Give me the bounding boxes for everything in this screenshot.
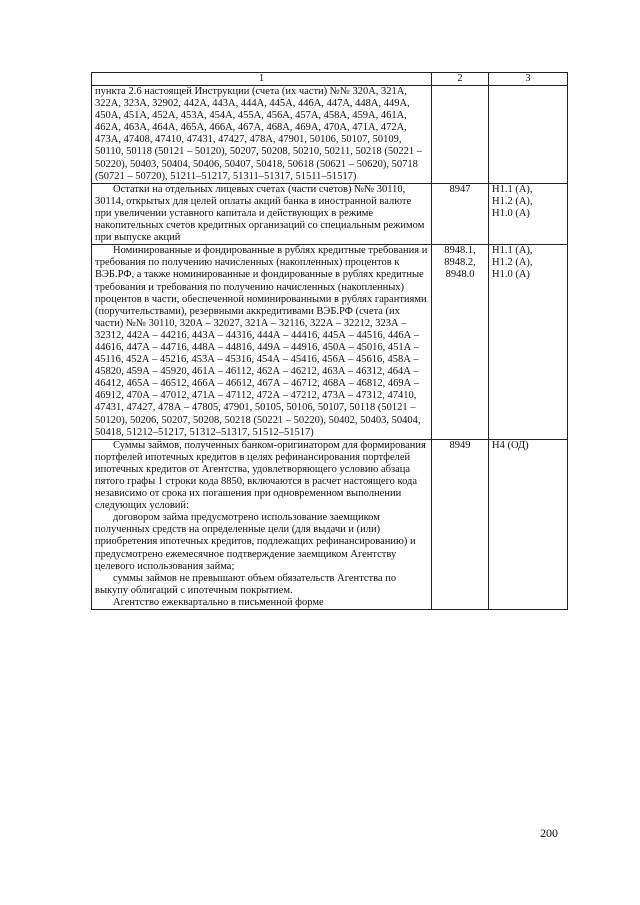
- row-indicator: Н1.0 (А): [492, 207, 530, 219]
- description-paragraph: суммы займов не превышают объем обязательств Агентства по выкупу облигаций с ипотечным покрытием.: [95, 572, 397, 596]
- row-code-cell: [432, 245, 489, 440]
- row-indicator: Н1.2 (А),: [492, 257, 533, 269]
- row-code: 8949: [449, 439, 471, 451]
- description-paragraph: Суммы займов, полученных банком-оригинатором для формирования портфелей ипотечных кредитов в целях рефинансирования портфелей ипотечных кредитов от Агентства, удовлетворяющего условию абзаца пятого графы 1 строки кода 8850, включаются в расчет настоящего кода независимо от срока их погашения при одновременном выполнении следующих условий:: [95, 439, 426, 512]
- row-code: 8947: [449, 183, 471, 195]
- row-indicator-cell: [489, 86, 568, 184]
- row-indicator: Н1.1 (А),: [492, 183, 533, 195]
- row-indicator-cell: [489, 245, 568, 440]
- description-text: Остатки на отдельных лицевых счетах (части счетов) №№ 30110, 30114, открытых для целей оплаты акций банка в иностранной валюте при увеличении уставного капитала и действующих в режиме накопительных счетов кредитных организаций со специальным режимом при выпуске акций: [95, 183, 425, 244]
- row-description: [92, 183, 432, 244]
- row-indicator: Н1.2 (А),: [492, 195, 533, 207]
- row-code-cell: [432, 86, 489, 184]
- description-paragraph: Агентство ежеквартально в письменной форме: [113, 596, 324, 608]
- header-col-1: 1: [92, 73, 432, 86]
- description-text: пункта 2.6 настоящей Инструкции (счета (их части) №№ 320А, 321А, 322А, 323А, 32902, 442А, 443А, 444А, 445А, 446А, 447А, 448А, 449А, 450А, 451А, 452А, 453А, 454А, 455А, 456А, 457А, 458А, 459А, 461А, 462А, 463А, 464А, 465А, 466А, 467А, 468А, 469А, 470А, 471А, 472А, 473А, 47408, 47410, 47431, 47427, 478А, 47901, 50106, 50107, 50109, 50110, 50118 (50121 – 50120), 50207, 50208, 50210, 50211, 50218 (50221 – 50220), 50403, 50404, 50406, 50407, 50418, 50618 (50621 – 50620), 50718 (50721 – 50720), 51211–51217, 51311–51317, 51511–51517): [95, 86, 422, 182]
- table-row: [92, 245, 568, 440]
- description-text: Номинированные и фондированные в рублях кредитные требования и требования по получению начисленных (накопленных) процентов к ВЭБ.РФ, а также номинированные и фондированные в рублях кредитные требования и требования по получению начисленных (накопленных) процентов в части, обеспеченной номинированными в рублях гарантиями (поручительствами), резервными аккредитивами ВЭБ.РФ (счета (их части) №№ 30110, 320А – 32027, 321А – 32116, 322А – 32212, 323А – 32312, 442А – 44216, 443А – 44316, 444А – 44416, 445А – 44516, 446А – 44616, 447А – 44716, 448А – 44816, 449А – 44916, 450А – 45016, 451А – 45116, 452А – 45216, 453А – 45316, 454А – 45416, 456А – 45616, 458А – 45820, 459А – 45920, 461А – 46112, 462А – 46212, 463А – 46312, 464А – 46412, 465А – 46512, 466А – 46612, 467А – 46712, 468А – 46812, 469А – 46912, 470А – 47012, 471А – 47112, 472А – 47212, 473А – 47312, 47410, 47431, 47427, 478А – 47805, 47901, 50105, 50106, 50107, 50118 (50121 – 50120), 50206, 50207, 50208, 50218 (50221 – 50220), 50402, 50403, 50404, 50418, 51212–51217, 51312–51317, 51512–51517): [95, 245, 428, 438]
- row-indicator: Н4 (ОД): [492, 439, 529, 451]
- header-col-2: 2: [432, 73, 489, 86]
- table-row: [92, 439, 568, 609]
- row-indicator: Н1.1 (А),: [492, 245, 533, 257]
- table-row: [92, 183, 568, 244]
- row-code: 8948.0: [445, 269, 475, 281]
- row-description: [92, 245, 432, 440]
- document-table: [91, 72, 568, 610]
- row-code-cell: [432, 183, 489, 244]
- row-indicator-cell: [489, 439, 568, 609]
- header-col-3: 3: [489, 73, 568, 86]
- row-indicator: Н1.0 (А): [492, 269, 530, 281]
- row-indicator-cell: [489, 183, 568, 244]
- table-row: [92, 86, 568, 184]
- row-description: [92, 439, 432, 609]
- table-header-row: [92, 73, 568, 86]
- row-code-cell: [432, 439, 489, 609]
- page-number: 200: [540, 826, 558, 840]
- row-code: 8948.1,: [444, 245, 476, 257]
- row-description: [92, 86, 432, 184]
- description-paragraph: договором займа предусмотрено использование заемщиком полученных средств на определенные цели (для выдачи и (или) приобретения ипотечных кредитов, подлежащих рефинансированию) и предусмотрено ежемесячное подтверждение заемщиком Агентству целевого использования займа;: [95, 512, 416, 572]
- row-code: 8948.2,: [444, 257, 476, 269]
